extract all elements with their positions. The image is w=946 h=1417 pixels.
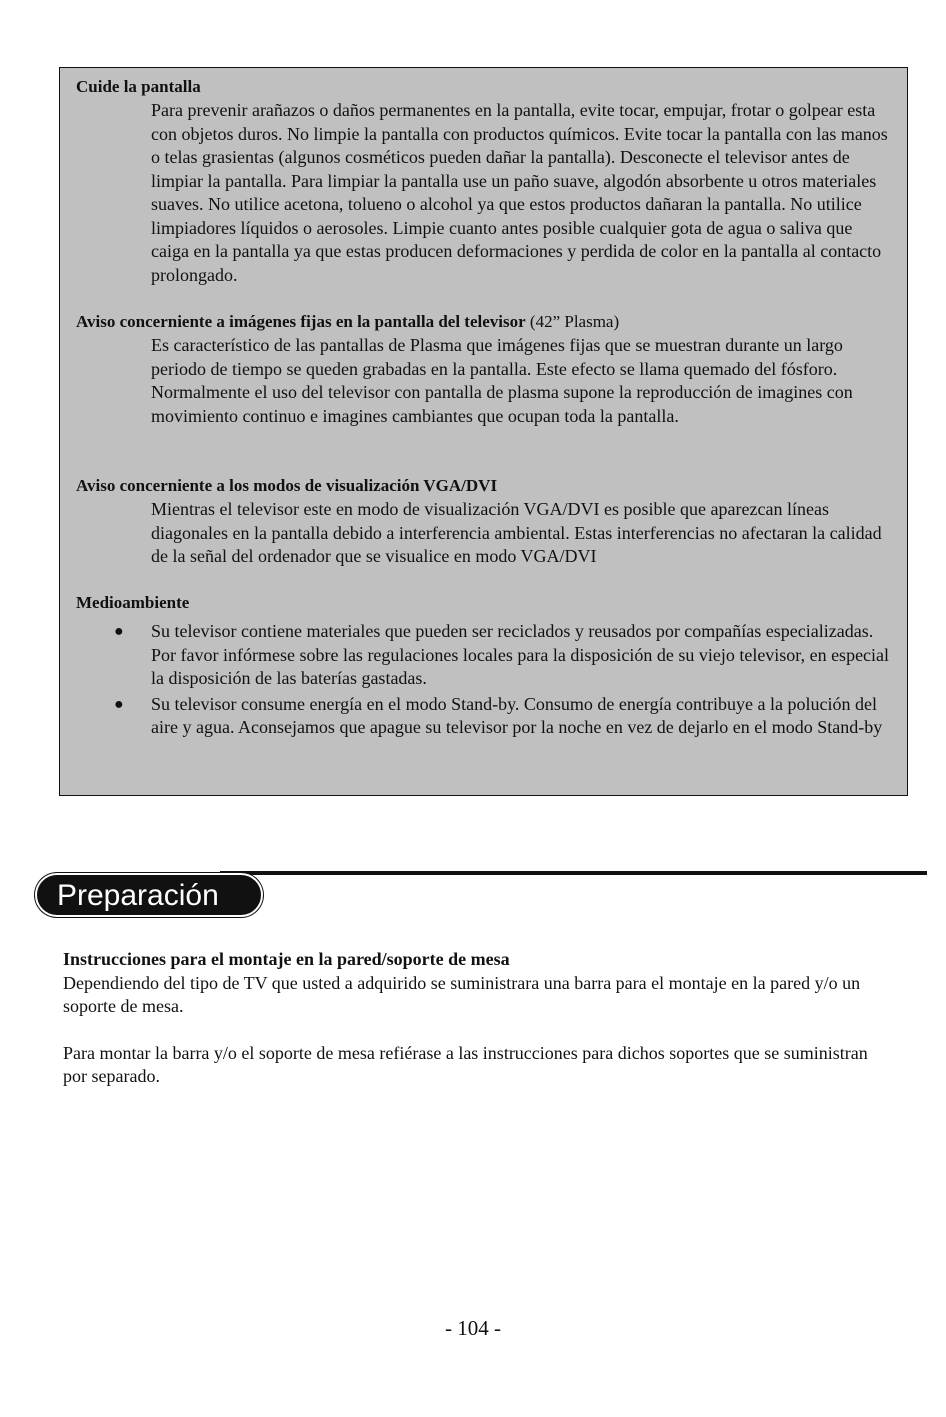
- vga-dvi-body: Mientras el televisor este en modo de visualización VGA/DVI es posible que aparezcan líneas diagonales en la pantalla debido a interferencia ambiental. Estas interferencias no afectaran la calidad de la señal del ordenador que se visualice en modo VGA/DVI: [151, 499, 882, 566]
- list-item: [76, 620, 891, 691]
- section-header-badge: [35, 873, 263, 917]
- screen-care-section: [76, 76, 891, 287]
- vga-dvi-title: Aviso concerniente a los modos de visualización VGA/DVI: [76, 476, 498, 495]
- environment-list: [76, 620, 891, 740]
- bullet-icon: ●: [114, 623, 124, 640]
- mount-paragraph-1: Dependiendo del tipo de TV que usted a adquirido se suministrara una barra para el montaje en la pared y/o un soporte de mesa.: [63, 972, 861, 1016]
- environment-bullet-1: Su televisor contiene materiales que pueden ser reciclados y reusados por compañías especializadas. Por favor infórmese sobre las regulaciones locales para la disposición de su viejo televisor, en especial la disposición de las baterías gastadas.: [151, 621, 890, 688]
- environment-section: [76, 592, 891, 742]
- still-images-body-2: Normalmente el uso del televisor con pantalla de plasma supone la reproducción de imagines con movimiento continuo e imagines cambiantes que ocupan toda la pantalla.: [151, 382, 853, 426]
- bullet-icon: ●: [114, 695, 124, 713]
- still-images-section: [76, 311, 891, 428]
- section-divider: [220, 871, 927, 875]
- notice-box: [59, 67, 908, 796]
- environment-title: Medioambiente: [76, 593, 190, 612]
- screen-care-title: Cuide la pantalla: [76, 77, 201, 96]
- mount-paragraph-2: Para montar la barra y/o el soporte de mesa refiérase a las instrucciones para dichos soportes que se suministran por separado.: [63, 1042, 868, 1086]
- still-images-title-suffix: (42” Plasma): [525, 312, 620, 331]
- still-images-title-bold: Aviso concerniente a imágenes fijas en la pantalla del televisor: [76, 312, 526, 331]
- mount-title: Instrucciones para el montaje en la pared/soporte de mesa: [63, 949, 510, 969]
- still-images-title: [76, 311, 891, 333]
- vga-dvi-section: [76, 475, 891, 569]
- mount-section: [60, 948, 890, 1089]
- list-item: [76, 693, 891, 740]
- screen-care-body: Para prevenir arañazos o daños permanentes en la pantalla, evite tocar, empujar, frotar o golpear esta con objetos duros. No limpie la pantalla con productos químicos. Evite tocar la pantalla con las manos o telas grasientas (algunos cosméticos pueden dañar la pantalla). Desconecte el televisor antes de limpiar la pantalla. Para limpiar la pantalla use un paño suave, algodón absorbente u otros materiales suaves. No utilice acetona, tolueno o alcohol ya que estos productos dañaran la pantalla. No utilice limpiadores líquidos o aerosoles. Limpie cuanto antes posible cualquier gota de agua o saliva que caiga en la pantalla ya que estas producen deformaciones y perdida de color en la pantalla al contacto prolongado.: [151, 100, 888, 285]
- page-number: - 104 -: [445, 1316, 501, 1340]
- section-header-title: Preparación: [57, 879, 219, 912]
- environment-bullet-2: Su televisor consume energía en el modo Stand-by. Consumo de energía contribuye a la polución del aire y agua. Aconsejamos que apague su televisor por la noche en vez de dejarlo en el modo Stand-by: [151, 693, 883, 737]
- still-images-body-1: Es característico de las pantallas de Plasma que imágenes fijas que se muestran durante un largo periodo de tiempo se queden grabadas en la pantalla. Este efecto se llama quemado del fósforo.: [151, 335, 843, 379]
